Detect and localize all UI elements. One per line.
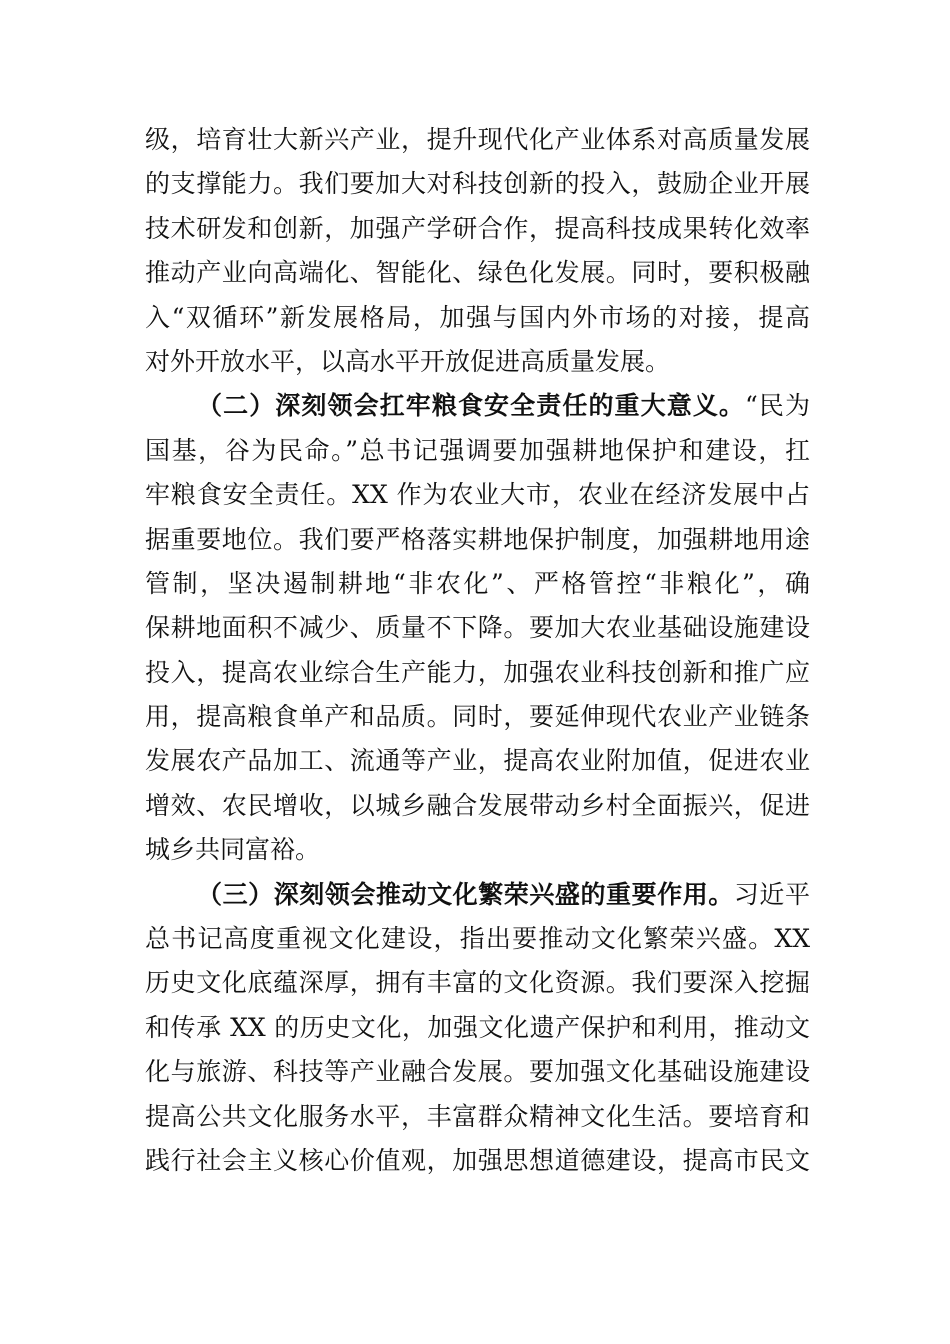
text-line: 增效、农民增收，以城乡融合发展带动乡村全面振兴，促进 bbox=[145, 790, 810, 820]
text-line: 投入，提高农业综合生产能力，加强农业科技创新和推广应 bbox=[145, 657, 810, 687]
text-line: 国基，谷为民命。”总书记强调要加强耕地保护和建设，扛 bbox=[145, 435, 810, 465]
text-line: 提高公共文化服务水平，丰富群众精神文化生活。要培育和 bbox=[145, 1101, 810, 1131]
text-line: 和传承 XX 的历史文化，加强文化遗产保护和利用，推动文 bbox=[145, 1012, 810, 1042]
text-line: 管制，坚决遏制耕地“非农化”、严格管控“非粮化”，确 bbox=[145, 568, 810, 598]
text-line: 入“双循环”新发展格局，加强与国内外市场的对接，提高 bbox=[145, 302, 810, 332]
text-line: 践行社会主义核心价值观，加强思想道德建设，提高市民文 bbox=[145, 1145, 810, 1175]
text-line: 的支撑能力。我们要加大对科技创新的投入，鼓励企业开展 bbox=[145, 169, 810, 199]
text-run: “民为 bbox=[745, 391, 810, 421]
text-run: 习近平 bbox=[733, 879, 810, 909]
text-line: 据重要地位。我们要严格落实耕地保护制度，加强耕地用途 bbox=[145, 524, 810, 554]
text-line: 用，提高粮食单产和品质。同时，要延伸现代农业产业链条 bbox=[145, 702, 810, 732]
paragraph-first-line bbox=[145, 384, 810, 428]
text-line: 总书记高度重视文化建设，指出要推动文化繁荣兴盛。XX bbox=[145, 924, 810, 954]
text-line: 推动产业向高端化、智能化、绿色化发展。同时，要积极融 bbox=[145, 258, 810, 288]
text-line: 牢粮食安全责任。XX 作为农业大市，农业在经济发展中占 bbox=[145, 480, 810, 510]
text-line: 发展农产品加工、流通等产业，提高农业附加值，促进农业 bbox=[145, 746, 810, 776]
text-line: 城乡共同富裕。 bbox=[145, 835, 321, 865]
text-line: 历史文化底蕴深厚，拥有丰富的文化资源。我们要深入挖掘 bbox=[145, 968, 810, 998]
section-heading: （三）深刻领会推动文化繁荣兴盛的重要作用。 bbox=[197, 879, 734, 909]
text-line: 技术研发和创新，加强产学研合作，提高科技成果转化效率 bbox=[145, 213, 810, 243]
paragraph-first-line bbox=[145, 873, 810, 917]
text-line: 保耕地面积不减少、质量不下降。要加大农业基础设施建设 bbox=[145, 613, 810, 643]
text-line: 化与旅游、科技等产业融合发展。要加强文化基础设施建设 bbox=[145, 1057, 810, 1087]
paragraph-3 bbox=[145, 873, 810, 1184]
text-line: 级，培育壮大新兴产业，提升现代化产业体系对高质量发展 bbox=[145, 125, 810, 154]
text-line: 对外开放水平，以高水平开放促进高质量发展。 bbox=[145, 346, 671, 376]
paragraph-2 bbox=[145, 384, 810, 872]
document-body bbox=[145, 118, 810, 1183]
paragraph-1 bbox=[145, 118, 810, 384]
section-heading: （二）深刻领会扛牢粮食安全责任的重大意义。 bbox=[197, 391, 746, 421]
